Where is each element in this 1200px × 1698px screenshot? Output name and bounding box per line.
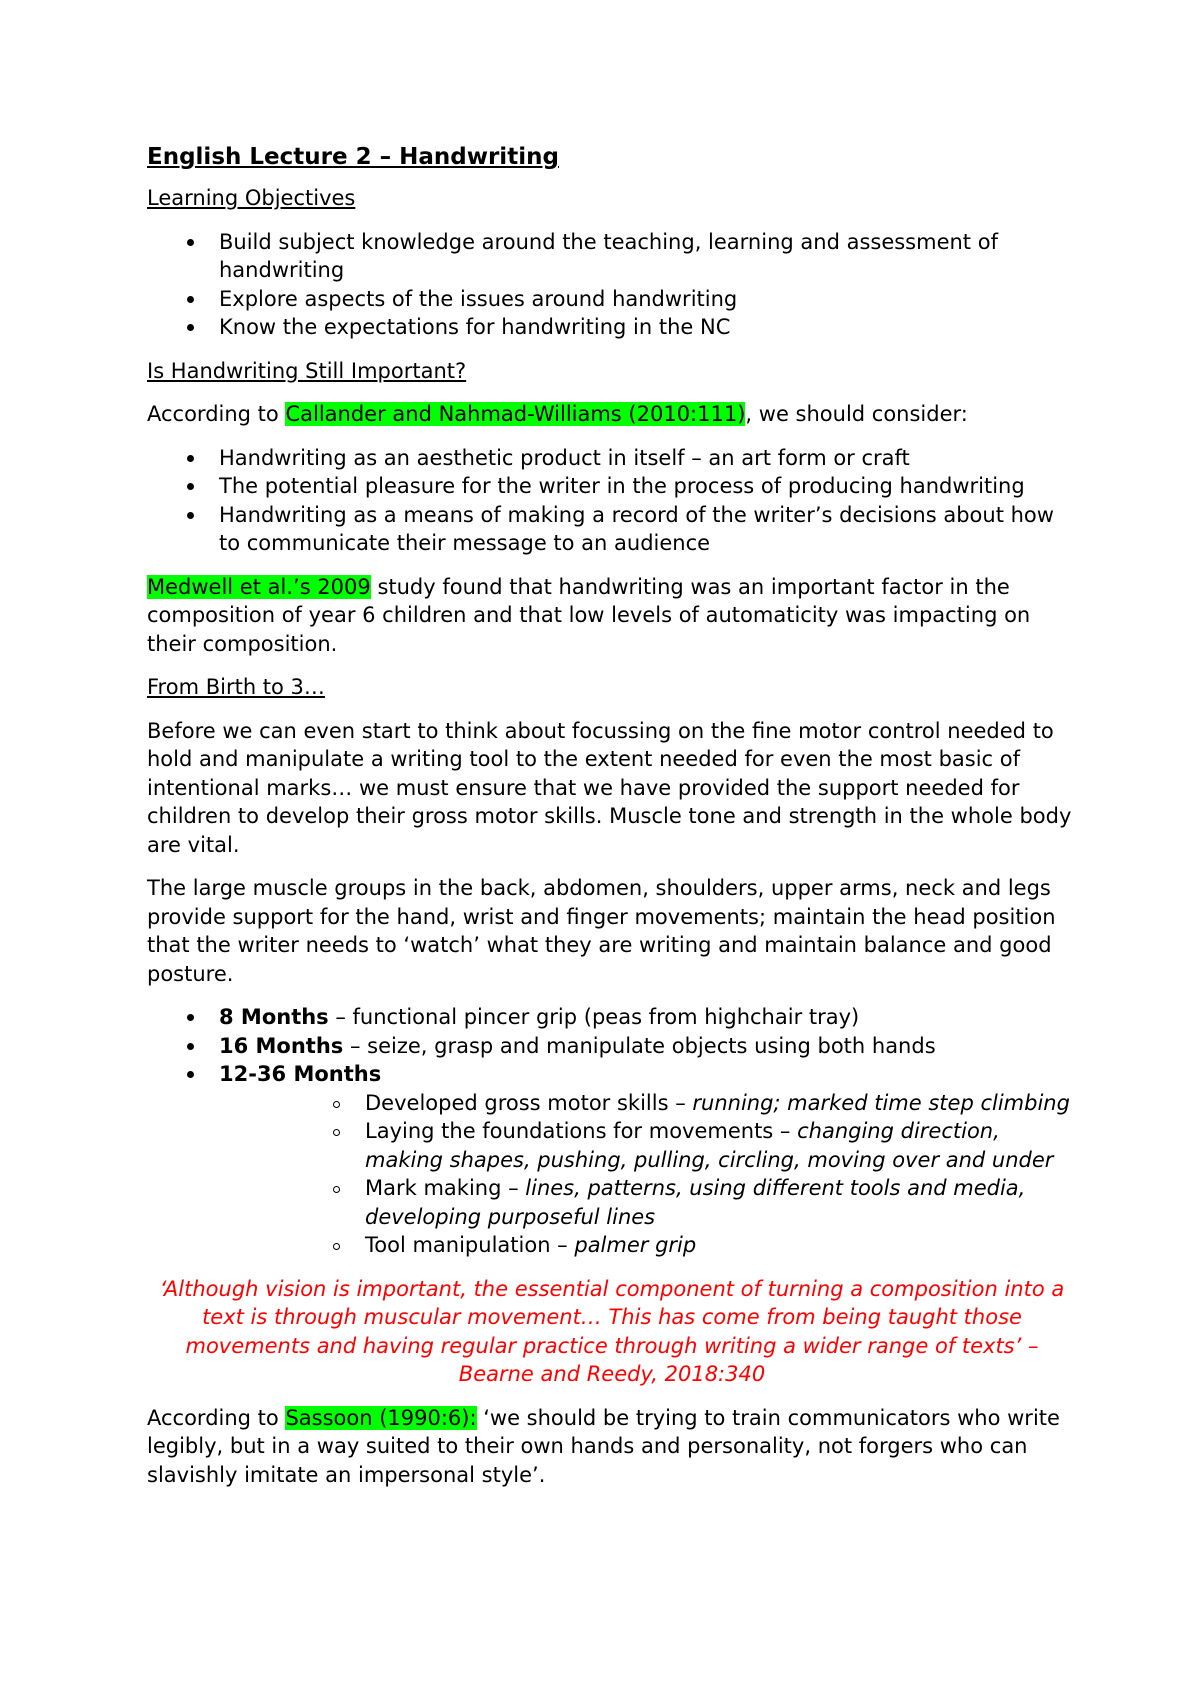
milestones-list bbox=[147, 1003, 1077, 1260]
paragraph-text: According to bbox=[147, 1405, 286, 1430]
sassoon-paragraph bbox=[147, 1404, 1077, 1490]
medwell-paragraph bbox=[147, 573, 1077, 659]
sub-list-item bbox=[219, 1174, 1077, 1231]
sub-list-item bbox=[219, 1117, 1077, 1174]
importance-heading: Is Handwriting Still Important? bbox=[147, 358, 467, 383]
list-item: Build subject knowledge around the teaching, learning and assessment of handwriting bbox=[147, 228, 1077, 285]
sub-list-item bbox=[219, 1089, 1077, 1118]
sub-list-item bbox=[219, 1231, 1077, 1260]
sub-item-label: Mark making – bbox=[365, 1176, 526, 1200]
sub-item-label: Laying the foundations for movements – bbox=[365, 1119, 798, 1143]
milestone-item bbox=[147, 1032, 1077, 1061]
milestone-item bbox=[147, 1060, 1077, 1260]
page-title: English Lecture 2 – Handwriting bbox=[147, 144, 559, 170]
paragraph-text: ‘we should be trying to train communicators who write legibly, but in a way suited to their own hands and personality, not forgers who can slavishly imitate an impersonal style’. bbox=[147, 1405, 1060, 1487]
milestone-text: – seize, grasp and manipulate objects using both hands bbox=[343, 1033, 936, 1058]
document-body bbox=[147, 142, 1077, 1504]
milestone-age: 16 Months bbox=[219, 1033, 344, 1058]
birth-heading: From Birth to 3… bbox=[147, 675, 325, 699]
paragraph-text: study found that handwriting was an important factor in the composition of year 6 children and that low levels of automaticity was impacting on their composition. bbox=[147, 574, 1031, 656]
importance-intro bbox=[147, 400, 1077, 429]
list-item: Explore aspects of the issues around handwriting bbox=[147, 285, 1077, 314]
red-quote: ‘Although vision is important, the essential component of turning a composition into a text is through muscular movement… This has come from being taught those movements and having regular practice through writing a wider range of texts’ – Bearne and Reedy, 2018:340 bbox=[159, 1276, 1065, 1386]
sub-item-label: Developed gross motor skills – bbox=[365, 1090, 693, 1115]
sub-item-detail: lines, patterns, using different tools and media, developing purposeful lines bbox=[365, 1176, 1026, 1229]
highlighted-citation: Callander and Nahmad-Williams (2010:111) bbox=[285, 402, 746, 426]
milestone-age: 12-36 Months bbox=[219, 1062, 382, 1086]
intro-text: , we should consider: bbox=[745, 402, 968, 426]
list-item: Handwriting as an aesthetic product in itself – an art form or craft bbox=[147, 444, 1077, 473]
paragraph: Before we can even start to think about focussing on the fine motor control needed to hold and manipulate a writing tool to the extent needed for even the most basic of intentional marks… we must ensure that we have provided the support needed for children to develop their gross motor skills. Muscle tone and strength in the whole body are vital. bbox=[147, 718, 1072, 857]
sub-item-detail: palmer grip bbox=[574, 1233, 697, 1257]
sub-item-detail: running; marked time step climbing bbox=[692, 1090, 1070, 1115]
sub-item-label: Tool manipulation – bbox=[365, 1233, 575, 1257]
paragraph: The large muscle groups in the back, abdomen, shoulders, upper arms, neck and legs provide support for the hand, wrist and finger movements; maintain the head position that the writer needs to ‘watch’ what they are writing and maintain balance and good posture. bbox=[147, 876, 1056, 986]
list-item: Know the expectations for handwriting in the NC bbox=[147, 313, 1077, 342]
sub-item-detail: changing direction, making shapes, pushing, pulling, circling, moving over and under bbox=[365, 1119, 1054, 1172]
sub-list bbox=[219, 1089, 1077, 1260]
importance-list bbox=[147, 444, 1077, 558]
intro-text: According to bbox=[147, 402, 286, 426]
highlighted-citation: Sassoon (1990:6): bbox=[285, 1405, 477, 1430]
highlighted-citation: Medwell et al.’s 2009 bbox=[147, 574, 371, 599]
milestone-text: – functional pincer grip (peas from highchair tray) bbox=[328, 1005, 860, 1029]
objectives-list bbox=[147, 228, 1077, 342]
milestone-item bbox=[147, 1003, 1077, 1032]
milestone-age: 8 Months bbox=[219, 1005, 329, 1029]
learning-objectives-heading: Learning Objectives bbox=[147, 186, 356, 210]
list-item: The potential pleasure for the writer in the process of producing handwriting bbox=[147, 472, 1077, 501]
list-item: Handwriting as a means of making a record of the writer’s decisions about how to communicate their message to an audience bbox=[147, 501, 1077, 558]
